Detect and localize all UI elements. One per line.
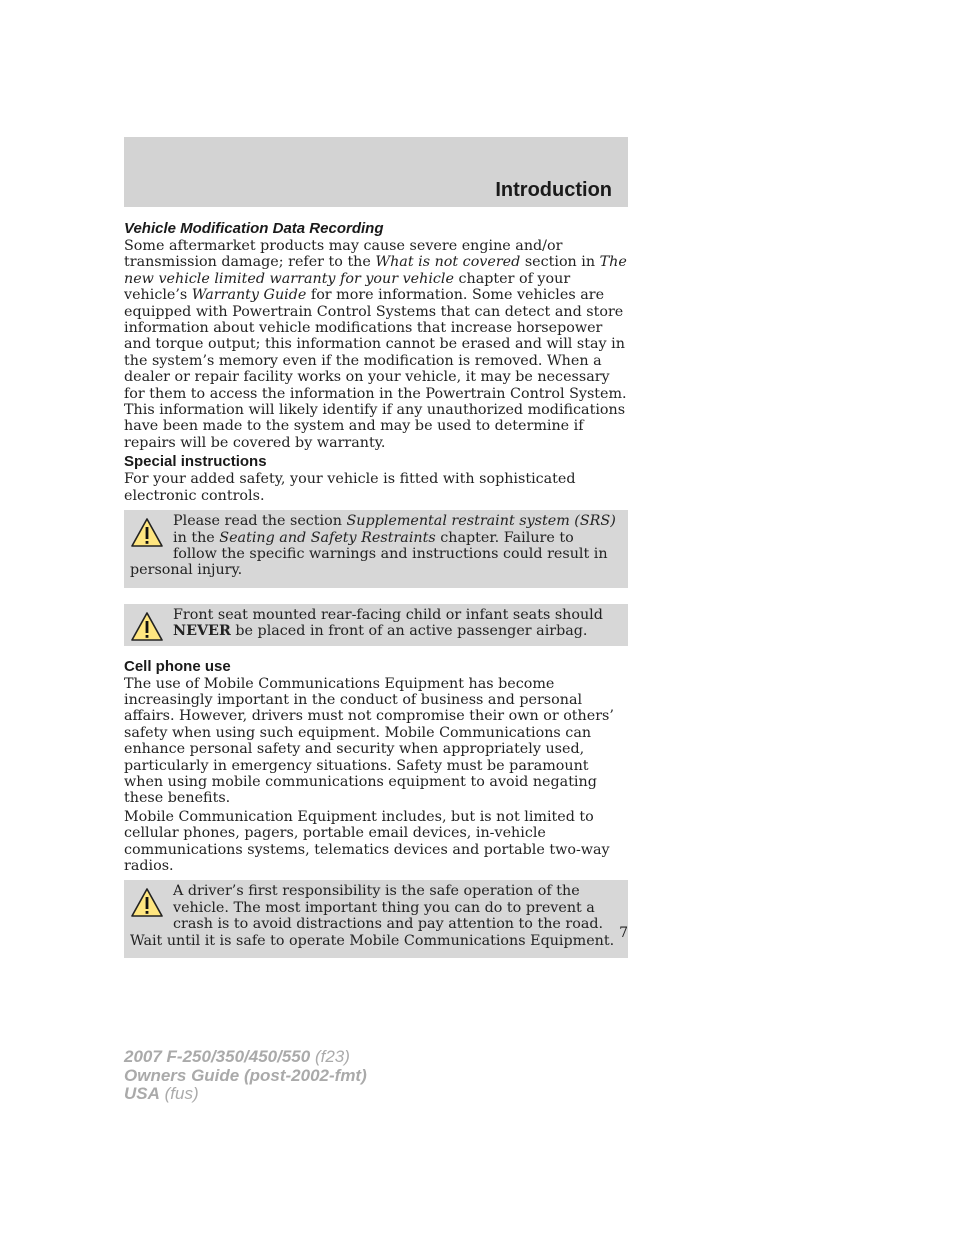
footer-region: USA xyxy=(124,1084,160,1103)
footer xyxy=(124,1048,367,1104)
section-heading-cell: Cell phone use xyxy=(124,657,231,675)
warning-box-child-seat xyxy=(124,604,628,646)
text-run: be placed in front of an active passenger airbag. xyxy=(230,623,588,640)
text-run: for more information. Some vehicles are equipped with Powertrain Control Systems that can detect and store information about vehicle modifications that increase horsepower and torque output; this information cannot be erased and will stay in the system’s memory even if the modification is removed. When a dealer or repair facility works on your vehicle, it may be necessary for them to access the information in the Powertrain Control System. This information will likely identify if any unauthorized modifications have been made to the system and may be used to determine if repairs will be covered by warranty. xyxy=(124,287,627,451)
footer-code: (f23) xyxy=(310,1047,350,1066)
warning-triangle-icon xyxy=(130,887,164,919)
warning-triangle-icon xyxy=(130,611,164,643)
warning-text-child-seat xyxy=(130,607,620,640)
text-run-italic: Supplemental restraint system (SRS) xyxy=(346,513,616,530)
section-heading-vmdr: Vehicle Modification Data Recording xyxy=(124,220,384,237)
text-run: in the xyxy=(173,529,220,546)
special-paragraph: For your added safety, your vehicle is fitted with sophisticated electronic controls. xyxy=(124,471,576,504)
text-run: section in xyxy=(520,254,600,271)
cell-paragraph-1: The use of Mobile Communications Equipment has become increasingly important in the conduct of business and personal affairs. However, drivers must not compromise their own or others’ safety when using such equipment. Mobile Communications can enhance personal safety and security when appropriately used, particularly in emergency situations. Safety must be paramount when using mobile communications equipment to avoid negating these benefits. xyxy=(124,675,614,807)
vmdr-paragraph xyxy=(124,238,628,451)
warning-box-driver xyxy=(124,880,628,958)
footer-line-1 xyxy=(124,1048,367,1067)
footer-line-2: Owners Guide (post-2002-fmt) xyxy=(124,1065,367,1085)
warning-box-srs xyxy=(124,510,628,588)
page-title: Introduction xyxy=(495,179,612,201)
page-number: 7 xyxy=(619,925,628,941)
section-heading-special: Special instructions xyxy=(124,453,267,471)
text-run: chapter. Failure to follow the specific warnings and instructions could result in personal injury. xyxy=(130,529,608,579)
text-run: Some aftermarket products may cause severe engine and/or transmission damage; refer to the xyxy=(124,238,563,271)
cell-paragraph-2: Mobile Communication Equipment includes, but is not limited to cellular phones, pagers, portable email devices, in-vehicle communications systems, telematics devices and portable two-way radios. xyxy=(124,808,610,874)
text-run: Front seat mounted rear-facing child or infant seats should xyxy=(173,606,603,623)
warning-text-driver: A driver’s first responsibility is the safe operation of the vehicle. The most important thing you can do to prevent a crash is to avoid distractions and pay attention to the road. Wait until it is safe to operate Mobile Communications Equipment. xyxy=(130,883,615,949)
text-run-italic: Seating and Safety Restraints xyxy=(219,529,436,546)
footer-region-code: (fus) xyxy=(159,1084,199,1103)
text-run-italic: Warranty Guide xyxy=(191,287,307,304)
text-run: Please read the section xyxy=(173,513,347,530)
warning-triangle-icon xyxy=(130,517,164,549)
header-band xyxy=(124,137,628,207)
text-run-italic: What is not covered xyxy=(375,254,521,271)
text-run-italic: The new vehicle limited warranty for your vehicle xyxy=(124,254,627,287)
page-content xyxy=(124,220,628,958)
warning-text-srs xyxy=(130,513,620,579)
text-run-bold: NEVER xyxy=(173,623,231,640)
text-run: chapter of your vehicle’s xyxy=(124,270,571,304)
footer-model: 2007 F-250/350/450/550 xyxy=(124,1047,311,1066)
footer-line-3 xyxy=(124,1085,367,1104)
